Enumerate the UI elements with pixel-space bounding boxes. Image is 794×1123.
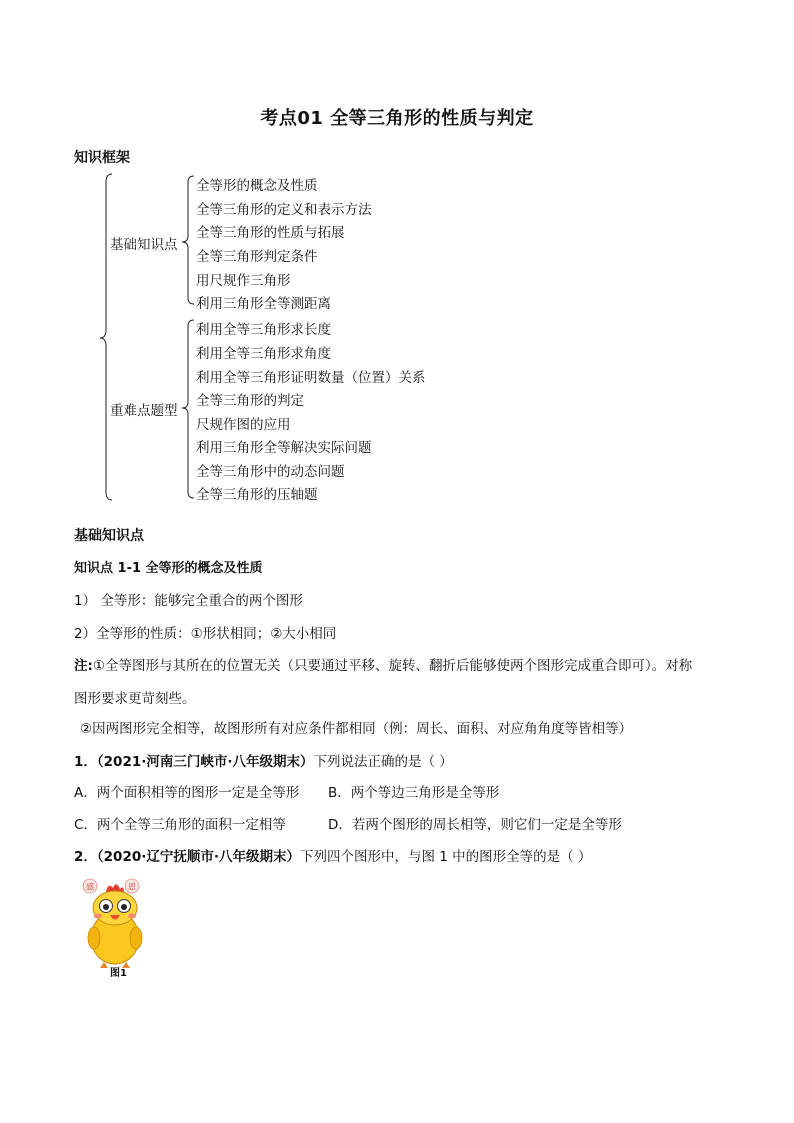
- note-text-1: ①全等图形与其所在的位置无关（只要通过平移、旋转、翻折后能够使两个图形完成重合即可）。对称: [92, 658, 693, 674]
- framework-item: 利用全等三角形求角度: [196, 346, 331, 362]
- framework-item: 用尺规作三角形: [196, 273, 291, 289]
- framework-item: 全等三角形中的动态问题: [196, 464, 345, 480]
- framework-group-label-key: 重难点题型: [110, 403, 178, 419]
- option-b: B．两个等边三角形是全等形: [328, 785, 500, 801]
- section-heading: 基础知识点: [74, 528, 144, 544]
- figure-1-caption: 图1: [110, 968, 127, 979]
- framework-item: 全等三角形判定条件: [196, 249, 318, 265]
- question-text: 下列说法正确的是（ ）: [313, 754, 453, 770]
- option-d: D．若两个图形的周长相等，则它们一定是全等形: [328, 817, 622, 833]
- framework-item: 全等形的概念及性质: [196, 178, 318, 194]
- framework-item: 尺规作图的应用: [196, 417, 291, 433]
- page-title: 考点01 全等三角形的性质与判定: [260, 108, 534, 129]
- question-1-stem: [74, 750, 453, 770]
- outer-brace: [100, 174, 112, 500]
- note-line: [74, 654, 692, 674]
- framework-item: 全等三角形的性质与拓展: [196, 225, 345, 241]
- framework-item: 全等三角形的压轴题: [196, 487, 318, 503]
- section-subheading: 知识点 1-1 全等形的概念及性质: [74, 561, 263, 576]
- question-source: （2021·河南三门峡市·八年级期末）: [96, 754, 314, 770]
- question-text: 下列四个图形中，与图 1 中的图形全等的是（ ）: [300, 849, 592, 865]
- question-2-stem: [74, 845, 591, 865]
- option-c: C．两个全等三角形的面积一定相等: [74, 817, 286, 833]
- framework-heading: 知识框架: [74, 150, 130, 166]
- framework-item: 全等三角形的判定: [196, 393, 304, 409]
- property-line: 2）全等形的性质：①形状相同；②大小相同: [74, 626, 337, 642]
- group1-brace: [182, 176, 194, 304]
- question-source: （2020·辽宁抚顺市·八年级期末）: [96, 849, 300, 865]
- figure-badge-1: 感: [86, 882, 94, 892]
- question-number: 2．: [74, 849, 97, 865]
- note-line-continued: 图形要求更苛刻些。: [74, 691, 196, 707]
- framework-item: 利用全等三角形求长度: [196, 322, 331, 338]
- note-line-2: ②因两图形完全相等，故图形所有对应条件都相同（例：周长、面积、对应角角度等皆相等）: [80, 721, 633, 737]
- group2-brace: [182, 320, 194, 498]
- framework-item: 利用三角形全等解决实际问题: [196, 440, 372, 456]
- option-a: A．两个面积相等的图形一定是全等形: [74, 785, 300, 801]
- figure-badge-2: 恩: [128, 882, 136, 892]
- framework-item: 利用全等三角形证明数量（位置）关系: [196, 370, 426, 386]
- framework-group-label-basic: 基础知识点: [110, 237, 178, 253]
- framework-item: 全等三角形的定义和表示方法: [196, 202, 372, 218]
- question-number: 1．: [74, 754, 97, 770]
- definition-line: 1） 全等形：能够完全重合的两个图形: [74, 593, 303, 609]
- framework-item: 利用三角形全等测距离: [196, 296, 331, 312]
- note-label: 注:: [74, 658, 93, 674]
- framework-brace-diagram: [100, 170, 200, 510]
